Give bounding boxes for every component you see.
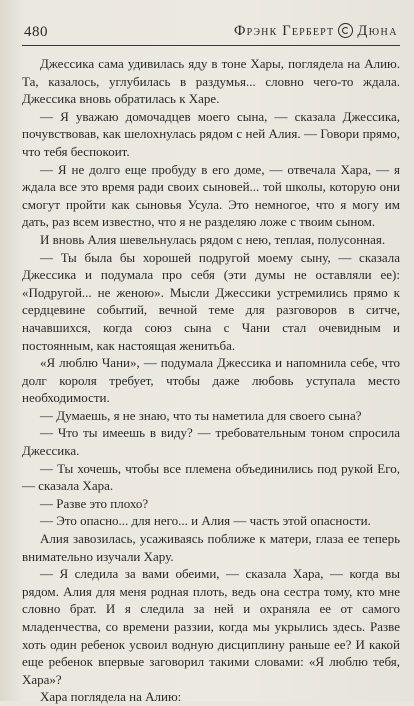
paragraph: — Что ты имеешь в виду? — требовательным тоном спросила Джессика.: [22, 425, 400, 459]
page-number: 480: [24, 24, 48, 40]
paragraph: — Я не долго еще пробуду в его доме, — отвечала Хара, — я ждала все это время ради своих сыновей... той школы, которую они смогут пройти как сыновья Усула. Это немногое, что я могу им дать, раз всем известно, что я не разделяю ложе с твоим сыном.: [22, 161, 400, 230]
paragraph: И вновь Алия шевельнулась рядом с нею, теплая, полусонная.: [40, 231, 386, 247]
paragraph: «Я люблю Чани», — подумала Джессика и напомнила себе, что долг короля требует, чтобы даже любовь уступала место необходимости.: [22, 355, 400, 406]
paragraph: Джессика сама удивилась яду в тоне Хары, поглядела на Алию. Та, казалось, углубилась в раздумья... словно чего-то ждала. Джессика вновь обратилась к Харе.: [22, 56, 400, 107]
running-head: [234, 23, 398, 40]
paragraph: — Ты была бы хорошей подругой моему сыну, — сказала Джессика и подумала про себя (эти думы не оставляли ее): «Подругой... не женою». Мысли Джессики устремились прямо к сердцевине событий, вечной теме для разговоров в ситче, начавшихся, когда союз сына с Чани стал очевидным и постоянным, как настоящая женитьба.: [22, 249, 400, 353]
paragraph: — Это опасно... для него... и Алия — часть этой опасности.: [40, 513, 371, 529]
paragraph: — Думаешь, я не знаю, что ты наметила для своего сына?: [40, 407, 362, 423]
paragraph: Алия завозилась, усаживаясь поближе к матери, глаза ее теперь внимательно изучали Хару.: [22, 531, 400, 564]
author-name: Фрэнк Герберт: [233, 23, 335, 39]
paragraph: — Я следила за вами обеими, — сказала Хара, — когда вы рядом. Алия для меня родная плоть, ведь она сестра тому, кто мне словно брат. И я следила за ней и охраняла ее от самого младенчества, со времени раззии, когда мы укрылись здесь. Разве хоть один ребенок усвоил водную дисциплину раньше ее? И какой еще ребенок впервые заговорил такими словами: «Я люблю тебя, Хара»?: [22, 566, 400, 687]
body-text: [22, 55, 400, 706]
book-title: Дюна: [357, 23, 398, 39]
paragraph: Хара поглядела на Алию:: [40, 689, 182, 705]
paragraph: — Ты хочешь, чтобы все племена объединились под рукой Его, — сказала Хара.: [22, 460, 400, 494]
page-header: [22, 21, 400, 46]
paragraph: — Разве это плохо?: [40, 495, 149, 511]
paragraph: — Я уважаю домочадцев моего сына, — сказала Джессика, почувствовав, как шелохнулась рядом с ней Алия. — Говори прямо, что тебя беспокоит.: [22, 108, 400, 159]
copyright-emblem-icon: [338, 23, 353, 38]
